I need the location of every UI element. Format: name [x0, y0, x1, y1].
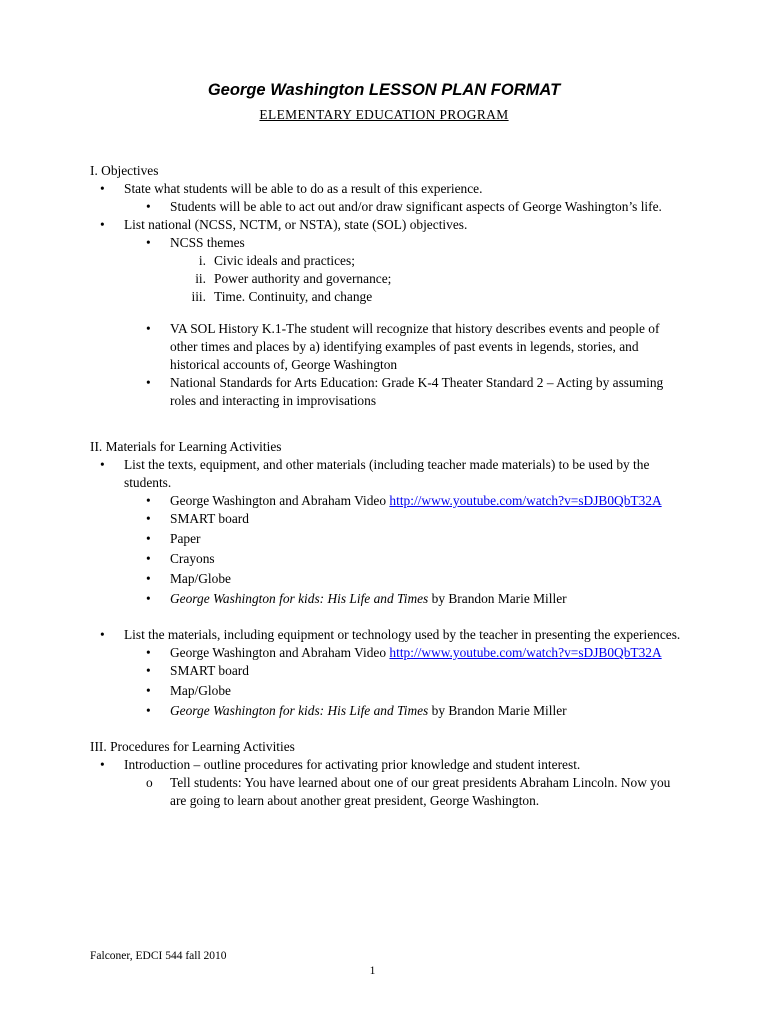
bullet-icon: • — [146, 493, 151, 508]
procedures-heading: III. Procedures for Learning Activities — [90, 739, 295, 754]
list-item: i. Civic ideals and practices; — [198, 253, 355, 268]
list-item: • NCSS themes — [146, 235, 245, 250]
bullet-icon: • — [146, 199, 151, 214]
bullet-icon: • — [146, 321, 151, 336]
bullet-icon: • — [146, 551, 151, 566]
list-item: • SMART board — [146, 511, 249, 526]
page-number: 1 — [369, 965, 376, 977]
list-item: • VA SOL History K.1-The student will recognize that history describes events and people of other times and places by a) identifying examples of past events in legends, stories, and historical accounts of, George Washington — [146, 321, 660, 372]
list-item: ii. Power authority and governance; — [195, 271, 392, 286]
bullet-icon: • — [146, 645, 151, 660]
video-link[interactable]: http://www.youtube.com/watch?v=sDJB0QbT32A — [389, 493, 662, 508]
list-item: • State what students will be able to do as a result of this experience. — [100, 181, 483, 196]
bullet-icon: • — [100, 217, 105, 232]
list-item: • George Washington and Abraham Video http://www.youtube.com/watch?v=sDJB0QbT32A — [146, 645, 662, 660]
bullet-icon: • — [146, 703, 151, 718]
list-item: • SMART board — [146, 663, 249, 678]
bullet-icon: • — [100, 627, 105, 642]
list-item: • George Washington for kids: His Life and Times by Brandon Marie Miller — [146, 703, 567, 718]
list-item: • Students will be able to act out and/or draw significant aspects of George Washington’s life. — [146, 199, 662, 214]
procedures-list — [90, 756, 690, 810]
circle-bullet-icon: o — [146, 775, 153, 790]
document-title: George Washington LESSON PLAN FORMAT — [207, 81, 561, 99]
bullet-icon: • — [146, 375, 151, 390]
list-item: • Crayons — [146, 551, 215, 566]
bullet-icon: • — [146, 591, 151, 606]
list-item: • List the texts, equipment, and other materials (including teacher made materials) to be used by the students. — [100, 457, 650, 490]
list-item: • George Washington for kids: His Life and Times by Brandon Marie Miller — [146, 591, 567, 606]
materials-list — [90, 456, 690, 608]
bullet-icon: • — [146, 663, 151, 678]
bullet-icon: • — [146, 683, 151, 698]
bullet-icon: • — [146, 511, 151, 526]
bullet-icon: • — [146, 571, 151, 586]
materials-heading: II. Materials for Learning Activities — [90, 439, 282, 454]
document-body — [90, 162, 690, 810]
bullet-icon: • — [100, 181, 105, 196]
bullet-icon: • — [146, 531, 151, 546]
objectives-heading: I. Objectives — [90, 163, 159, 178]
list-item: o Tell students: You have learned about one of our great presidents Abraham Lincoln. Now you are going to learn about another great president, George Washington. — [146, 775, 671, 808]
list-item: • Introduction – outline procedures for activating prior knowledge and student interest. — [100, 757, 581, 772]
list-item: • Map/Globe — [146, 571, 231, 586]
bullet-icon: • — [146, 235, 151, 250]
list-item: • List national (NCSS, NCTM, or NSTA), state (SOL) objectives. — [100, 217, 468, 232]
document-subtitle: ELEMENTARY EDUCATION PROGRAM — [259, 107, 509, 122]
footer-text: Falconer, EDCI 544 fall 2010 — [90, 950, 227, 962]
bullet-icon: • — [100, 457, 105, 472]
objectives-list — [90, 180, 690, 306]
video-link[interactable]: http://www.youtube.com/watch?v=sDJB0QbT32A — [389, 645, 662, 660]
list-item: • Paper — [146, 531, 201, 546]
list-item: • Map/Globe — [146, 683, 231, 698]
list-item: • List the materials, including equipment or technology used by the teacher in presenting the experiences. — [100, 627, 681, 642]
list-item: • George Washington and Abraham Video http://www.youtube.com/watch?v=sDJB0QbT32A — [146, 493, 662, 508]
list-item: • National Standards for Arts Education: Grade K-4 Theater Standard 2 – Acting by assuming roles and interacting in improvisations — [146, 375, 664, 408]
bullet-icon: • — [100, 757, 105, 772]
list-item: iii. Time. Continuity, and change — [191, 289, 373, 304]
